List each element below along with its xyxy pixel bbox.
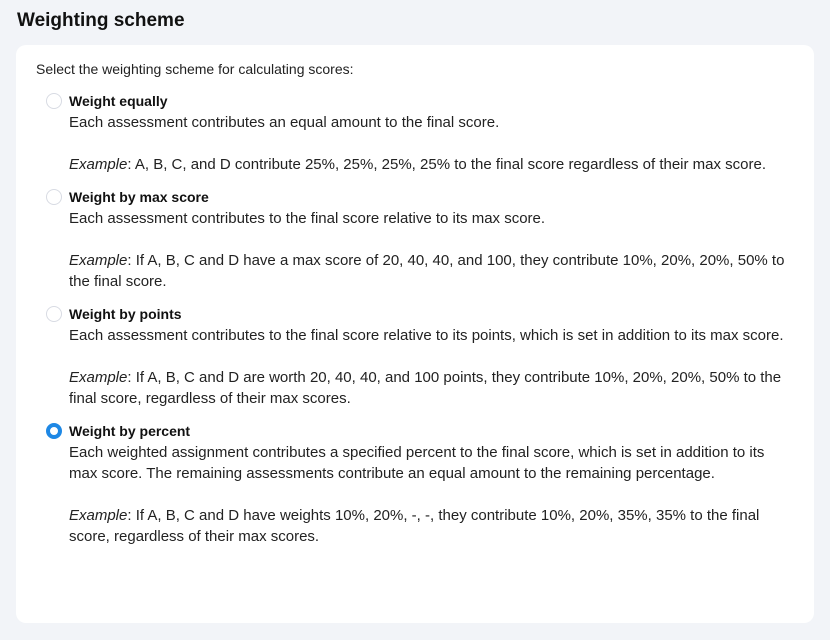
page-title: Weighting scheme	[17, 10, 185, 31]
option-weight-by-percent[interactable]	[46, 421, 796, 547]
intro-text: Select the weighting scheme for calculating scores:	[36, 61, 354, 77]
example-label: Example	[69, 507, 128, 524]
option-label: Weight equally	[69, 93, 168, 109]
option-description: Each assessment contributes to the final score relative to its max score.	[69, 210, 546, 227]
option-description: Each assessment contributes to the final score relative to its points, which is set in addition to its max score.	[69, 327, 784, 344]
option-label: Weight by max score	[69, 189, 209, 205]
radio-weight-by-points[interactable]	[46, 306, 62, 322]
option-example	[69, 250, 796, 292]
option-weight-by-max-score[interactable]	[46, 187, 796, 292]
example-text: : If A, B, C and D have a max score of 20, 40, 40, and 100, they contribute 10%, 20%, 20%, 50% to the final score.	[69, 252, 785, 290]
example-text: : If A, B, C and D are worth 20, 40, 40, and 100 points, they contribute 10%, 20%, 20%, 50% to the final score, regardless of their max scores.	[69, 369, 782, 407]
option-example	[69, 367, 796, 409]
example-label: Example	[69, 252, 128, 269]
radio-weight-by-max-score[interactable]	[46, 189, 62, 205]
option-description: Each weighted assignment contributes a specified percent to the final score, which is set in addition to its max score. The remaining assessments contribute an equal amount to the remaining percentage.	[69, 444, 765, 482]
option-label: Weight by percent	[69, 423, 191, 439]
weighting-card	[16, 45, 814, 623]
option-weight-equally[interactable]	[46, 91, 796, 175]
example-text: : A, B, C, and D contribute 25%, 25%, 25%, 25% to the final score regardless of their max score.	[127, 156, 767, 173]
option-label: Weight by points	[69, 306, 182, 322]
example-label: Example	[69, 369, 128, 386]
option-description: Each assessment contributes an equal amount to the final score.	[69, 114, 500, 131]
option-example	[69, 154, 796, 175]
radio-weight-equally[interactable]	[46, 93, 62, 109]
example-label: Example	[69, 156, 128, 173]
radio-weight-by-percent[interactable]	[46, 423, 62, 439]
option-example	[69, 505, 796, 547]
weighting-options	[46, 91, 796, 559]
example-text: : If A, B, C and D have weights 10%, 20%, -, -, they contribute 10%, 20%, 35%, 35% to the final score, regardless of their max scores.	[69, 507, 760, 545]
option-weight-by-points[interactable]	[46, 304, 796, 409]
